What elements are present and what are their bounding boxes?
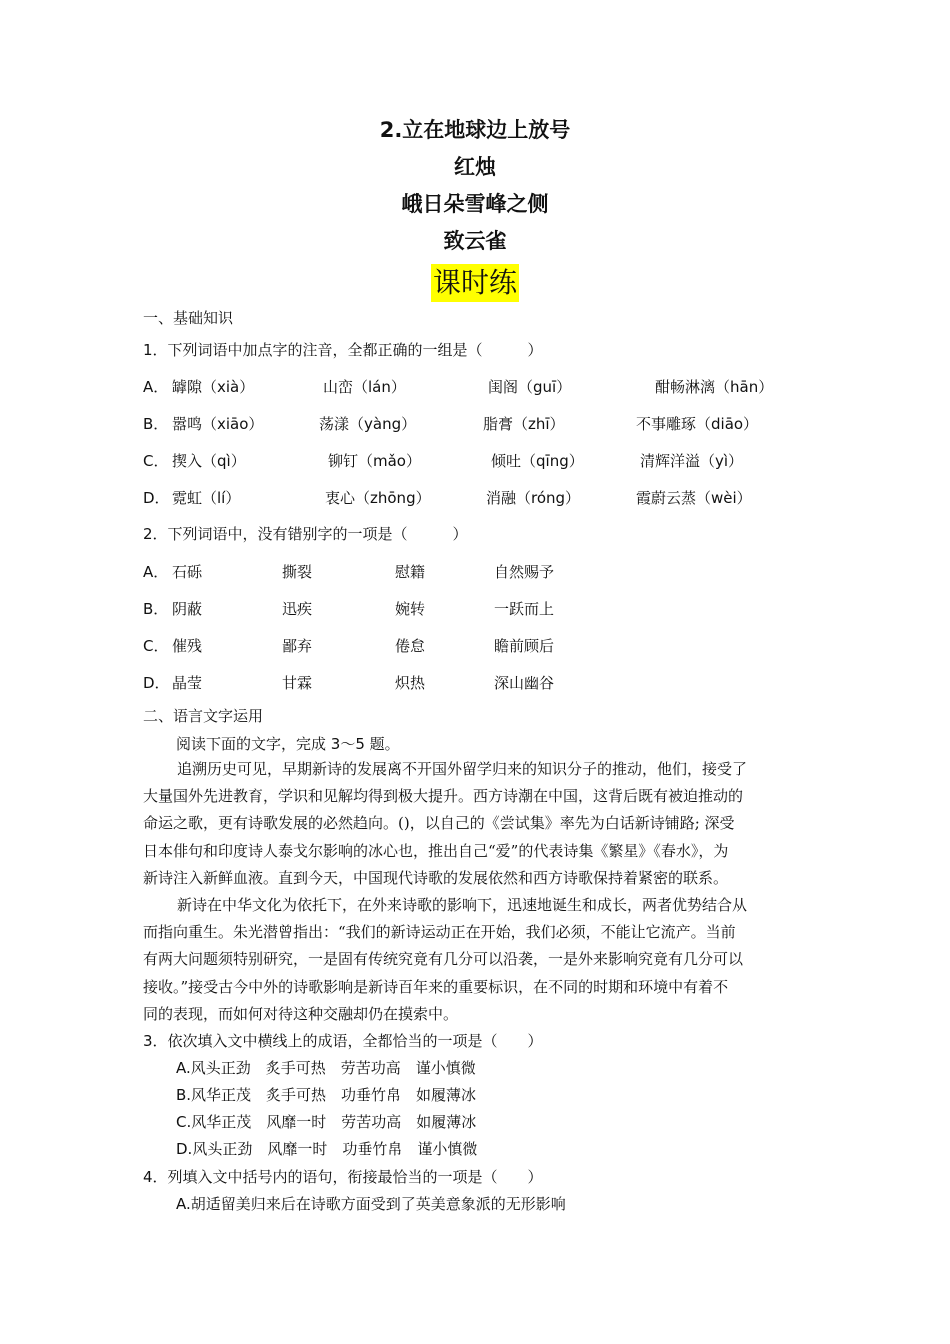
question-2-stem: 2．下列词语中，没有错别字的一项是（ ） <box>143 525 468 543</box>
option-item: 闺阁（guī） <box>488 378 572 396</box>
q3-choice-b: B.风华正茂 炙手可热 功垂竹帛 如履薄冰 <box>176 1086 477 1104</box>
option-item: 慰籍 <box>395 563 426 581</box>
title-block <box>0 112 950 304</box>
option-item: 倦怠 <box>395 637 426 655</box>
option-item: 霞蔚云蒸（wèi） <box>636 489 752 507</box>
option-item: 倾吐（qīng） <box>491 452 584 470</box>
option-item: 撕裂 <box>282 563 313 581</box>
passage-paragraph-2 <box>143 892 811 1028</box>
passage-line: 而指向重生。朱光潜曾指出：“我们的新诗运动正在开始，我们必须，不能让它流产。当前 <box>143 923 736 942</box>
passage-paragraph-1 <box>143 756 811 892</box>
option-item: 荡漾（yàng） <box>319 415 417 433</box>
passage-line: 接收。”接受古今中外的诗歌影响是新诗百年来的重要标识，在不同的时期和环境中有着不 <box>143 977 729 996</box>
option-item: 清辉洋溢（yì） <box>640 452 744 470</box>
passage-line: 追溯历史可见，早期新诗的发展离不开国外留学归来的知识分子的推动，他们，接受了 <box>177 760 748 778</box>
option-label: A． <box>143 563 169 581</box>
option-item: 山峦（lán） <box>323 378 406 396</box>
passage-line: 日本俳句和印度诗人泰戈尔影响的冰心也，推出自己“爱”的代表诗集《繁星》《春水》，为 <box>143 841 729 860</box>
option-item: 罅隙（xià） <box>172 378 255 396</box>
option-label: C． <box>143 637 169 655</box>
question-1-stem: 1．下列词语中加点字的注音，全都正确的一组是（ ） <box>143 341 543 359</box>
section-heading-basics: 一、基础知识 <box>143 309 234 327</box>
option-label: D． <box>143 489 170 507</box>
option-item: 阴蔽 <box>172 600 203 618</box>
option-item: 晶莹 <box>172 674 203 692</box>
option-item: 深山幽谷 <box>494 674 555 692</box>
option-label: B． <box>143 415 169 433</box>
option-item: 炽热 <box>395 674 426 692</box>
option-label: D． <box>143 674 170 692</box>
passage-line: 新诗在中华文化为依托下，在外来诗歌的影响下，迅速地诞生和成长，两者优势结合从 <box>177 896 748 914</box>
title-line-2: 红烛 <box>454 155 496 179</box>
option-item: 铆钉（mǎo） <box>328 452 421 470</box>
option-label: C． <box>143 452 169 470</box>
option-item: 甘霖 <box>282 674 313 692</box>
q4-choice-a: A.胡适留美归来后在诗歌方面受到了英美意象派的无形影响 <box>176 1195 566 1213</box>
q3-choice-c: C.风华正茂 风靡一时 劳苦功高 如履薄冰 <box>176 1113 477 1131</box>
title-line-4: 致云雀 <box>443 229 507 253</box>
highlighted-badge: 课时练 <box>431 264 519 302</box>
option-label: B． <box>143 600 169 618</box>
title-line-1: 2.立在地球边上放号 <box>379 118 571 142</box>
option-item: 嚣鸣（xiāo） <box>172 415 264 433</box>
option-item: 迅疾 <box>282 600 313 618</box>
passage-line: 有两大问题须特别研究，一是固有传统究竟有几分可以沿袭，一是外来影响究竟有几分可以 <box>143 950 744 969</box>
option-item: 酣畅淋漓（hān） <box>655 378 774 396</box>
option-item: 揳入（qì） <box>172 452 246 470</box>
title-line-3: 峨日朵雪峰之侧 <box>401 192 549 216</box>
option-item: 脂膏（zhī） <box>483 415 565 433</box>
option-item: 催残 <box>172 637 203 655</box>
option-item: 一跃而上 <box>494 600 555 618</box>
option-item: 不事雕琢（diāo） <box>636 415 759 433</box>
passage-line: 同的表现，而如何对待这种交融却仍在摸索中。 <box>143 1004 459 1023</box>
option-label: A． <box>143 378 169 396</box>
section-heading-language: 二、语言文字运用 <box>143 707 264 725</box>
reading-instruction: 阅读下面的文字，完成 3～5 题。 <box>176 735 400 753</box>
question-4-stem: 4．列填入文中括号内的语句，衔接最恰当的一项是（ ） <box>143 1168 543 1186</box>
passage-line: 大量国外先进教育，学识和见解均得到极大提升。西方诗潮在中国，这背后既有被迫推动的 <box>143 787 744 806</box>
passage-line: 新诗注入新鲜血液。直到今天，中国现代诗歌的发展依然和西方诗歌保持着紧密的联系。 <box>143 868 729 887</box>
option-item: 石砾 <box>172 563 203 581</box>
question-3-stem: 3．依次填入文中横线上的成语，全都恰当的一项是（ ） <box>143 1032 543 1050</box>
option-item: 瞻前顾后 <box>494 637 555 655</box>
option-item: 消融（róng） <box>486 489 581 507</box>
option-item: 自然赐予 <box>494 563 555 581</box>
q3-choice-a: A.风头正劲 炙手可热 劳苦功高 谨小慎微 <box>176 1059 476 1077</box>
option-item: 衷心（zhōng） <box>325 489 431 507</box>
q3-choice-d: D.风头正劲 风靡一时 功垂竹帛 谨小慎微 <box>176 1140 478 1158</box>
passage-line: 命运之歌，更有诗歌发展的必然趋向。()，以自己的《尝试集》率先为白话新诗铺路; 深受 <box>143 814 735 833</box>
option-item: 鄙弃 <box>282 637 313 655</box>
option-item: 婉转 <box>395 600 426 618</box>
option-item: 霓虹（lí） <box>172 489 241 507</box>
